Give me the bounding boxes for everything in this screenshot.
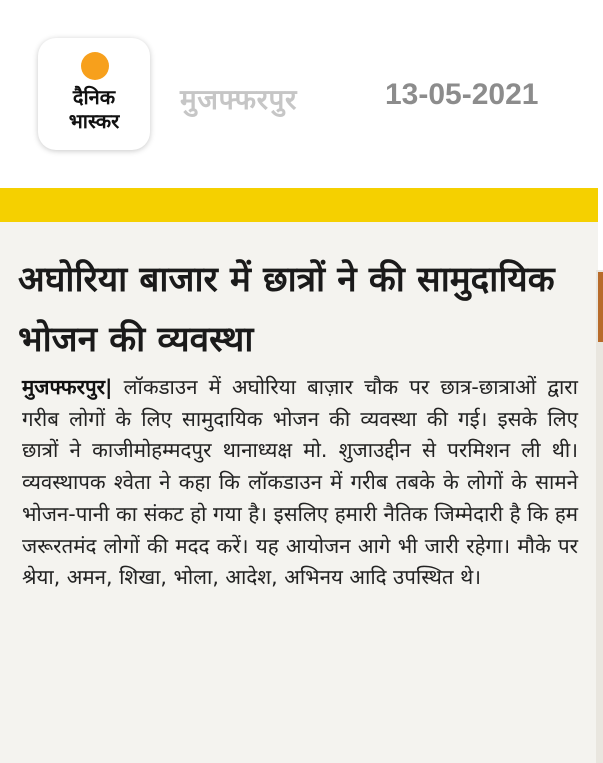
sun-icon xyxy=(81,52,109,80)
clipping-edge-mark xyxy=(598,272,603,342)
dainik-bhaskar-logo xyxy=(38,38,150,150)
logo-text-line2: भास्कर xyxy=(68,109,120,133)
article-body xyxy=(22,372,578,594)
edition-city: मुजफ्फरपुर xyxy=(180,83,297,116)
accent-bar xyxy=(0,188,598,222)
article-body-text: लॉकडाउन में अघोरिया बाज़ार चौक पर छात्र-छात्राओं द्वारा गरीब लोगों के लिए सामुदायिक भोजन की व्यवस्था की गई। इसके लिए छात्रों ने काजीमोहम्मदपुर थानाध्यक्ष मो. शुजाउद्दीन से परमिशन ली थी। व्यवस्थापक श्वेता ने कहा कि लॉकडाउन में गरीब तबके के लोगों के सामने भोजन-पानी का संकट हो गया है। इसलिए हमारी नैतिक जिम्मेदारी है कि हम जरूरतमंद लोगों की मदद करें। यह आयोजन आगे भी जारी रहेगा। मौके पर श्रेया, अमन, शिखा, भोला, आदेश, अभिनय आदि उपस्थित थे। xyxy=(22,375,578,590)
article-dateline: मुजफ्फरपुर| xyxy=(22,375,113,399)
logo-text-line1: दैनिक xyxy=(72,85,116,109)
clipping-header xyxy=(0,0,603,188)
edition-date: 13-05-2021 xyxy=(385,78,539,111)
article-headline: अघोरिया बाजार में छात्रों ने की सामुदायिक भोजन की व्यवस्था xyxy=(18,260,555,360)
